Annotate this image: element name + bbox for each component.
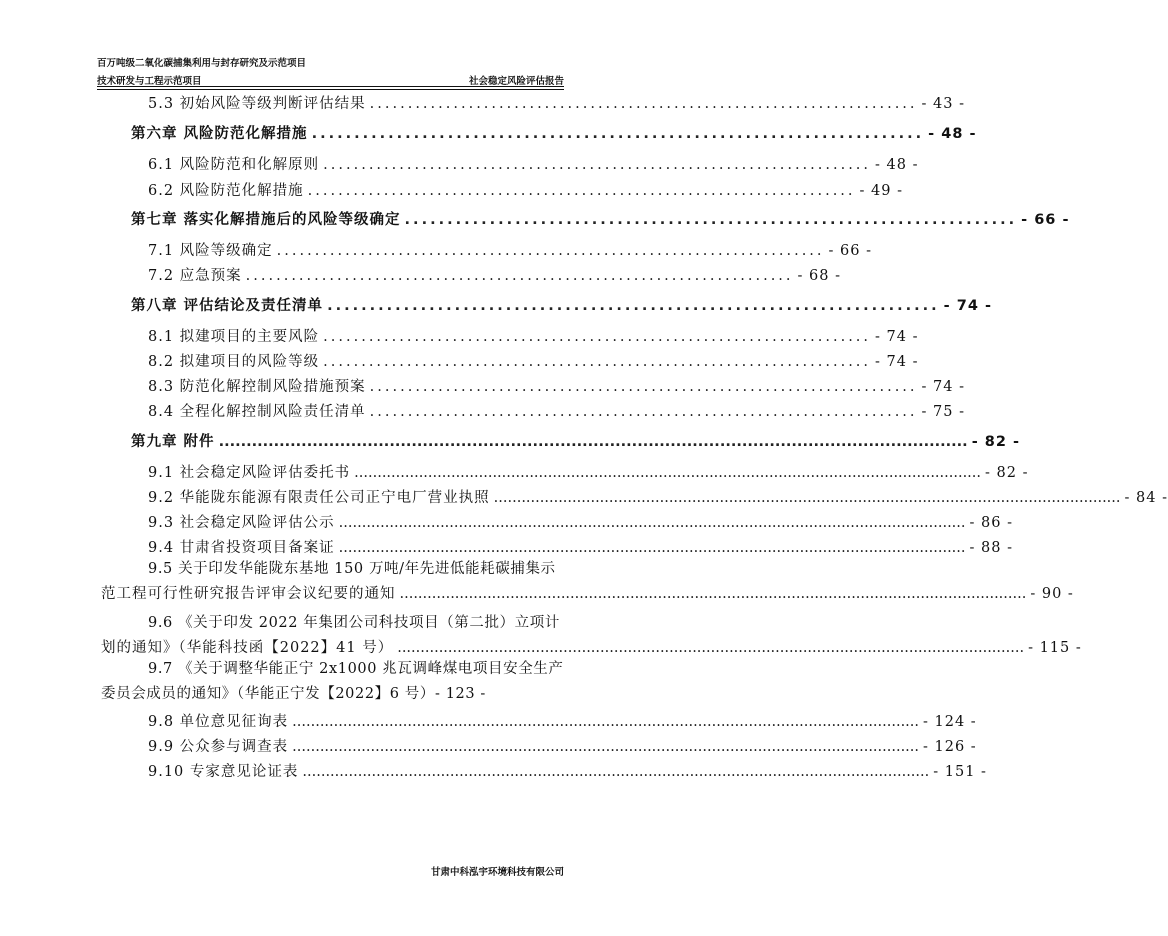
toc-chapter-entry[interactable]: 第七章 落实化解措施后的风险等级确定 ........................................................................ - 66 - <box>131 212 1070 228</box>
toc-entry-multiline-line1[interactable]: 9.5 关于印发华能陇东基地 150 万吨/年先进低能耗碳捕集示 <box>148 561 556 577</box>
toc-entry[interactable]: 6.1 风险防范和化解原则 ........................................................................ - 48 - <box>148 157 919 173</box>
toc-entry[interactable]: 范工程可行性研究报告评审会议纪要的通知 ........................................................................................................................................ - 90 - <box>101 586 1074 602</box>
toc-entry-multiline-line1[interactable]: 9.6 《关于印发 2022 年集团公司科技项目（第二批）立项计 <box>148 615 560 631</box>
header-subtitle-right: 社会稳定风险评估报告 <box>468 76 564 87</box>
toc-entry[interactable]: 8.2 拟建项目的风险等级 ........................................................................ - 74 - <box>148 354 919 370</box>
toc-entry[interactable]: 9.1 社会稳定风险评估委托书 ........................................................................................................................................ - 82 - <box>148 465 1029 481</box>
toc-entry[interactable]: 8.3 防范化解控制风险措施预案 ........................................................................ - 74 - <box>148 379 965 395</box>
toc-entry[interactable]: 7.2 应急预案 ........................................................................ - 68 - <box>148 268 841 284</box>
toc-entry[interactable]: 9.3 社会稳定风险评估公示 ........................................................................................................................................ - 86 - <box>148 515 1013 531</box>
header-subtitle-left: 技术研发与工程示范项目 <box>97 76 202 87</box>
toc-entry[interactable]: 9.2 华能陇东能源有限责任公司正宁电厂营业执照 ........................................................................................................................................ - 84 - <box>148 490 1168 506</box>
toc-chapter-entry[interactable]: 第九章 附件 ........................................................................................................................................ - 82 - <box>131 434 1021 450</box>
toc-entry[interactable]: 划的通知》（华能科技函【2022】41 号） ........................................................................................................................................ - 115 - <box>101 640 1082 656</box>
toc-entry-multiline-line1[interactable]: 9.7 《关于调整华能正宁 2x1000 兆瓦调峰煤电项目安全生产 <box>148 661 564 677</box>
toc-chapter-entry[interactable]: 第六章 风险防范化解措施 ........................................................................ - 48 - <box>131 126 977 142</box>
toc-entry[interactable]: 8.4 全程化解控制风险责任清单 ........................................................................ - 75 - <box>148 404 965 420</box>
toc-entry[interactable]: 9.9 公众参与调查表 ........................................................................................................................................ - 126 - <box>148 739 977 755</box>
toc-entry[interactable]: 9.8 单位意见征询表 ........................................................................................................................................ - 124 - <box>148 714 977 730</box>
footer-company: 甘肃中科泓宇环境科技有限公司 <box>430 867 564 878</box>
toc-entry-multiline-line2[interactable]: 委员会成员的通知》（华能正宁发【2022】6 号）- 123 - <box>101 686 486 702</box>
toc-entry[interactable]: 6.2 风险防范化解措施 ........................................................................ - 49 - <box>148 183 903 199</box>
toc-entry[interactable]: 8.1 拟建项目的主要风险 ........................................................................ - 74 - <box>148 329 919 345</box>
toc-entry[interactable]: 9.4 甘肃省投资项目备案证 ........................................................................................................................................ - 88 - <box>148 540 1013 556</box>
toc-entry[interactable]: 7.1 风险等级确定 ........................................................................ - 66 - <box>148 243 872 259</box>
header-rule-thin <box>97 89 564 90</box>
toc-entry[interactable]: 5.3 初始风险等级判断评估结果 ........................................................................ - 43 - <box>148 96 965 112</box>
toc-chapter-entry[interactable]: 第八章 评估结论及责任清单 ........................................................................ - 74 - <box>131 298 992 314</box>
header-rule <box>97 86 564 87</box>
toc-entry[interactable]: 9.10 专家意见论证表 ........................................................................................................................................ - 151 - <box>148 764 987 780</box>
header-project-title: 百万吨级二氧化碳捕集利用与封存研究及示范项目 <box>97 58 307 69</box>
